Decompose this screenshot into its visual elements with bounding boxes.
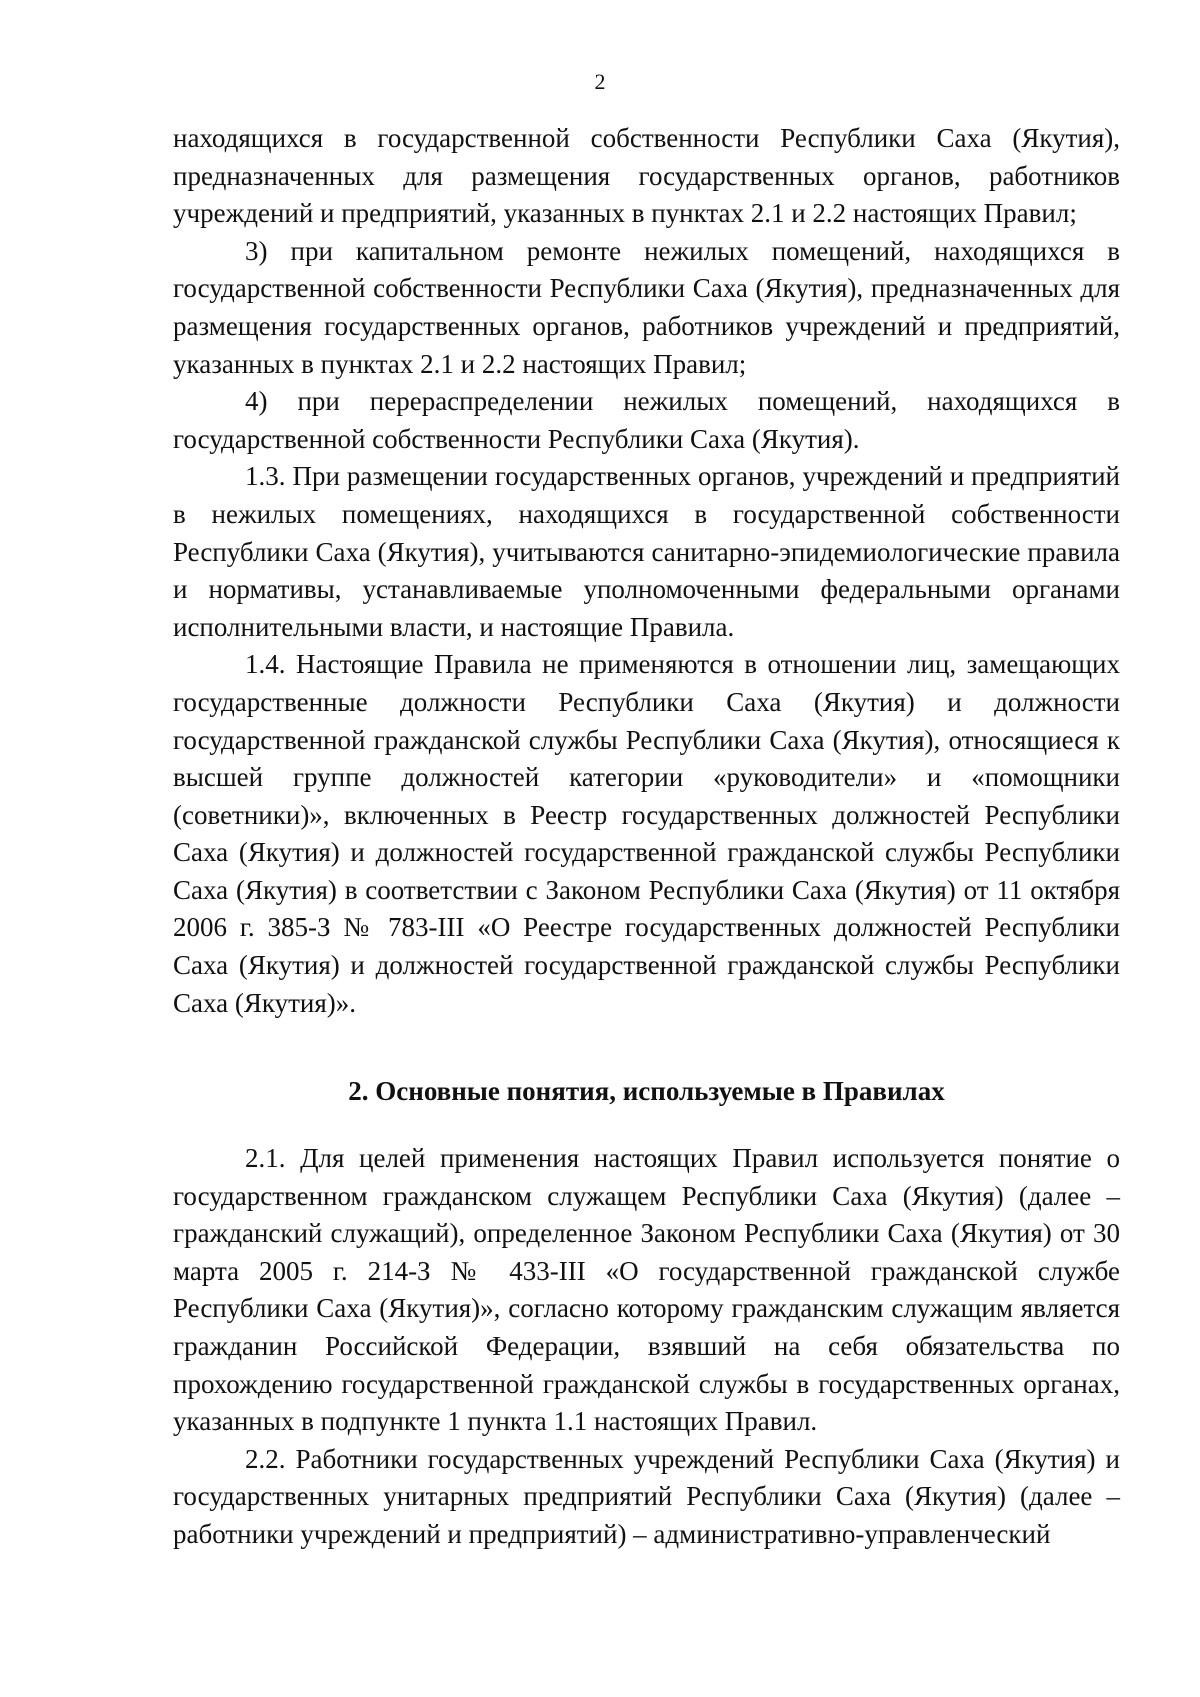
paragraph-item-3: 3) при капитальном ремонте нежилых помещений, находящихся в государственной собственности Республики Саха (Якутия), предназначенных для размещения государственных органов, работников учреждений и предприятий, указанных в пунктах 2.1 и 2.2 настоящих Правил; [173,235,1120,379]
paragraph-item-4: 4) при перераспределении нежилых помещений, находящихся в государственной собственности Республики Саха (Якутия). [173,386,1120,454]
paragraph-continuation: находящихся в государственной собственности Республики Саха (Якутия), предназначенных для размещения государственных органов, работников учреждений и предприятий, указанных в пунктах 2.1 и 2.2 настоящих Правил; [173,123,1120,229]
paragraph-2-2: 2.2. Работники государственных учреждений Республики Саха (Якутия) и государственных унитарных предприятий Республики Саха (Якутия) (далее – работники учреждений и предприятий) – административно-управленческий [173,1443,1120,1549]
text-block-before-heading [173,120,1120,1022]
page-number: 2 [594,69,606,94]
paragraph-1-3: 1.3. При размещении государственных органов, учреждений и предприятий в нежилых помещениях, находящихся в государственной собственности Республики Саха (Якутия), учитываются санитарно-эпидемиологические правила и нормативы, устанавливаемые уполномоченными федеральными органами исполнительными власти, и настоящие Правила. [173,461,1120,642]
section-heading: 2. Основные понятия, используемые в Правилах [348,1076,945,1106]
paragraph-2-1: 2.1. Для целей применения настоящих Правил используется понятие о государственном гражданском служащем Республики Саха (Якутия) (далее – гражданский служащий), определенное Законом Республики Саха (Якутия) от 30 марта 2005 г. 214-З № 433-III «О государственной гражданской службе Республики Саха (Якутия)», согласно которому гражданским служащим является гражданин Российской Федерации, взявший на себя обязательства по прохождению государственной гражданской службы в государственных органах, указанных в подпункте 1 пункта 1.1 настоящих Правил. [173,1143,1120,1437]
paragraph-1-4: 1.4. Настоящие Правила не применяются в отношении лиц, замещающих государственные должности Республики Саха (Якутия) и должности государственной гражданской службы Республики Саха (Якутия), относящиеся к высшей группе должностей категории «руководители» и «помощники (советники)», включенных в Реестр государственных должностей Республики Саха (Якутия) и должностей государственной гражданской службы Республики Саха (Якутия) в соответствии с Законом Республики Саха (Якутия) от 11 октября 2006 г. 385-З № 783-III «О Реестре государственных должностей Республики Саха (Якутия) и должностей государственной гражданской службы Республики Саха (Якутия)». [173,649,1120,1018]
text-block-after-heading [173,1140,1120,1554]
